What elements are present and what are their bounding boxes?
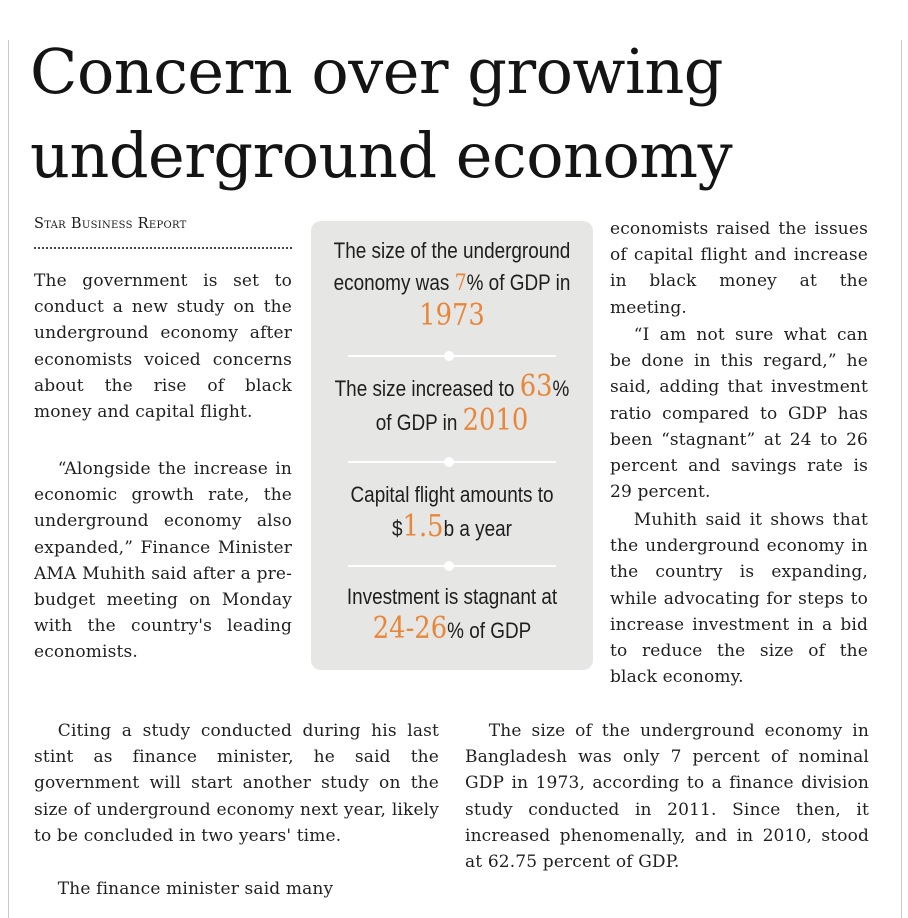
headline-line-2: underground economy: [30, 119, 733, 192]
byline: Star Business Report: [34, 216, 187, 232]
article-paragraph-3: Citing a study conducted during his last stint as finance minister, he said the government will start another study on the size of underground economy next year, likely to be concluded in two years' time.: [34, 721, 439, 846]
column-rule-left: [8, 40, 9, 918]
fact-3: Capital flight amounts to $1.5b a year: [350, 482, 554, 544]
article-paragraph-3-continued: The finance minister said many: [57, 879, 334, 899]
key-facts-box: [311, 221, 593, 670]
headline: [30, 30, 890, 198]
fact-separator: [348, 461, 556, 463]
article-paragraph-4: economists raised the issues of capital flight and increase in black money at the meeting.: [610, 219, 868, 318]
byline-dotted-divider: [34, 247, 292, 249]
article-paragraph-5: “I am not sure what can be done in this regard,” he said, adding that investment ratio compared to GDP has been “stagnant” at 24 to 26 percent and savings rate is 29 percent.: [610, 325, 868, 503]
fact-1: The size of the underground economy was 7% of GDP in 1973: [333, 238, 571, 333]
article-paragraph-1: The government is set to conduct a new study on the underground economy after economists voiced concerns about the rise of black money and capital flight.: [34, 271, 292, 423]
fact-4: Investment is stagnant at 24-26% of GDP: [346, 584, 558, 646]
fact-2: The size increased to 63% of GDP in 2010: [334, 369, 570, 438]
article-paragraph-2: “Alongside the increase in economic growth rate, the underground economy also expanded,” Finance Minister AMA Muhith said after a pre-budget meeting on Monday with the country's leading economists.: [34, 459, 292, 663]
fact-separator: [348, 565, 556, 567]
article-paragraph-7: The size of the underground economy in Bangladesh was only 7 percent of nominal GDP in 1973, according to a finance division study conducted in 2011. Since then, it increased phenomenally, and in 2010, stood at 62.75 percent of GDP.: [465, 721, 869, 873]
article-paragraph-6: Muhith said it shows that the underground economy in the country is expanding, while advocating for steps to increase investment in a bid to reduce the size of the black economy.: [610, 510, 868, 688]
headline-line-1: Concern over growing: [30, 35, 723, 108]
fact-separator: [348, 355, 556, 357]
column-rule-right: [901, 40, 902, 918]
